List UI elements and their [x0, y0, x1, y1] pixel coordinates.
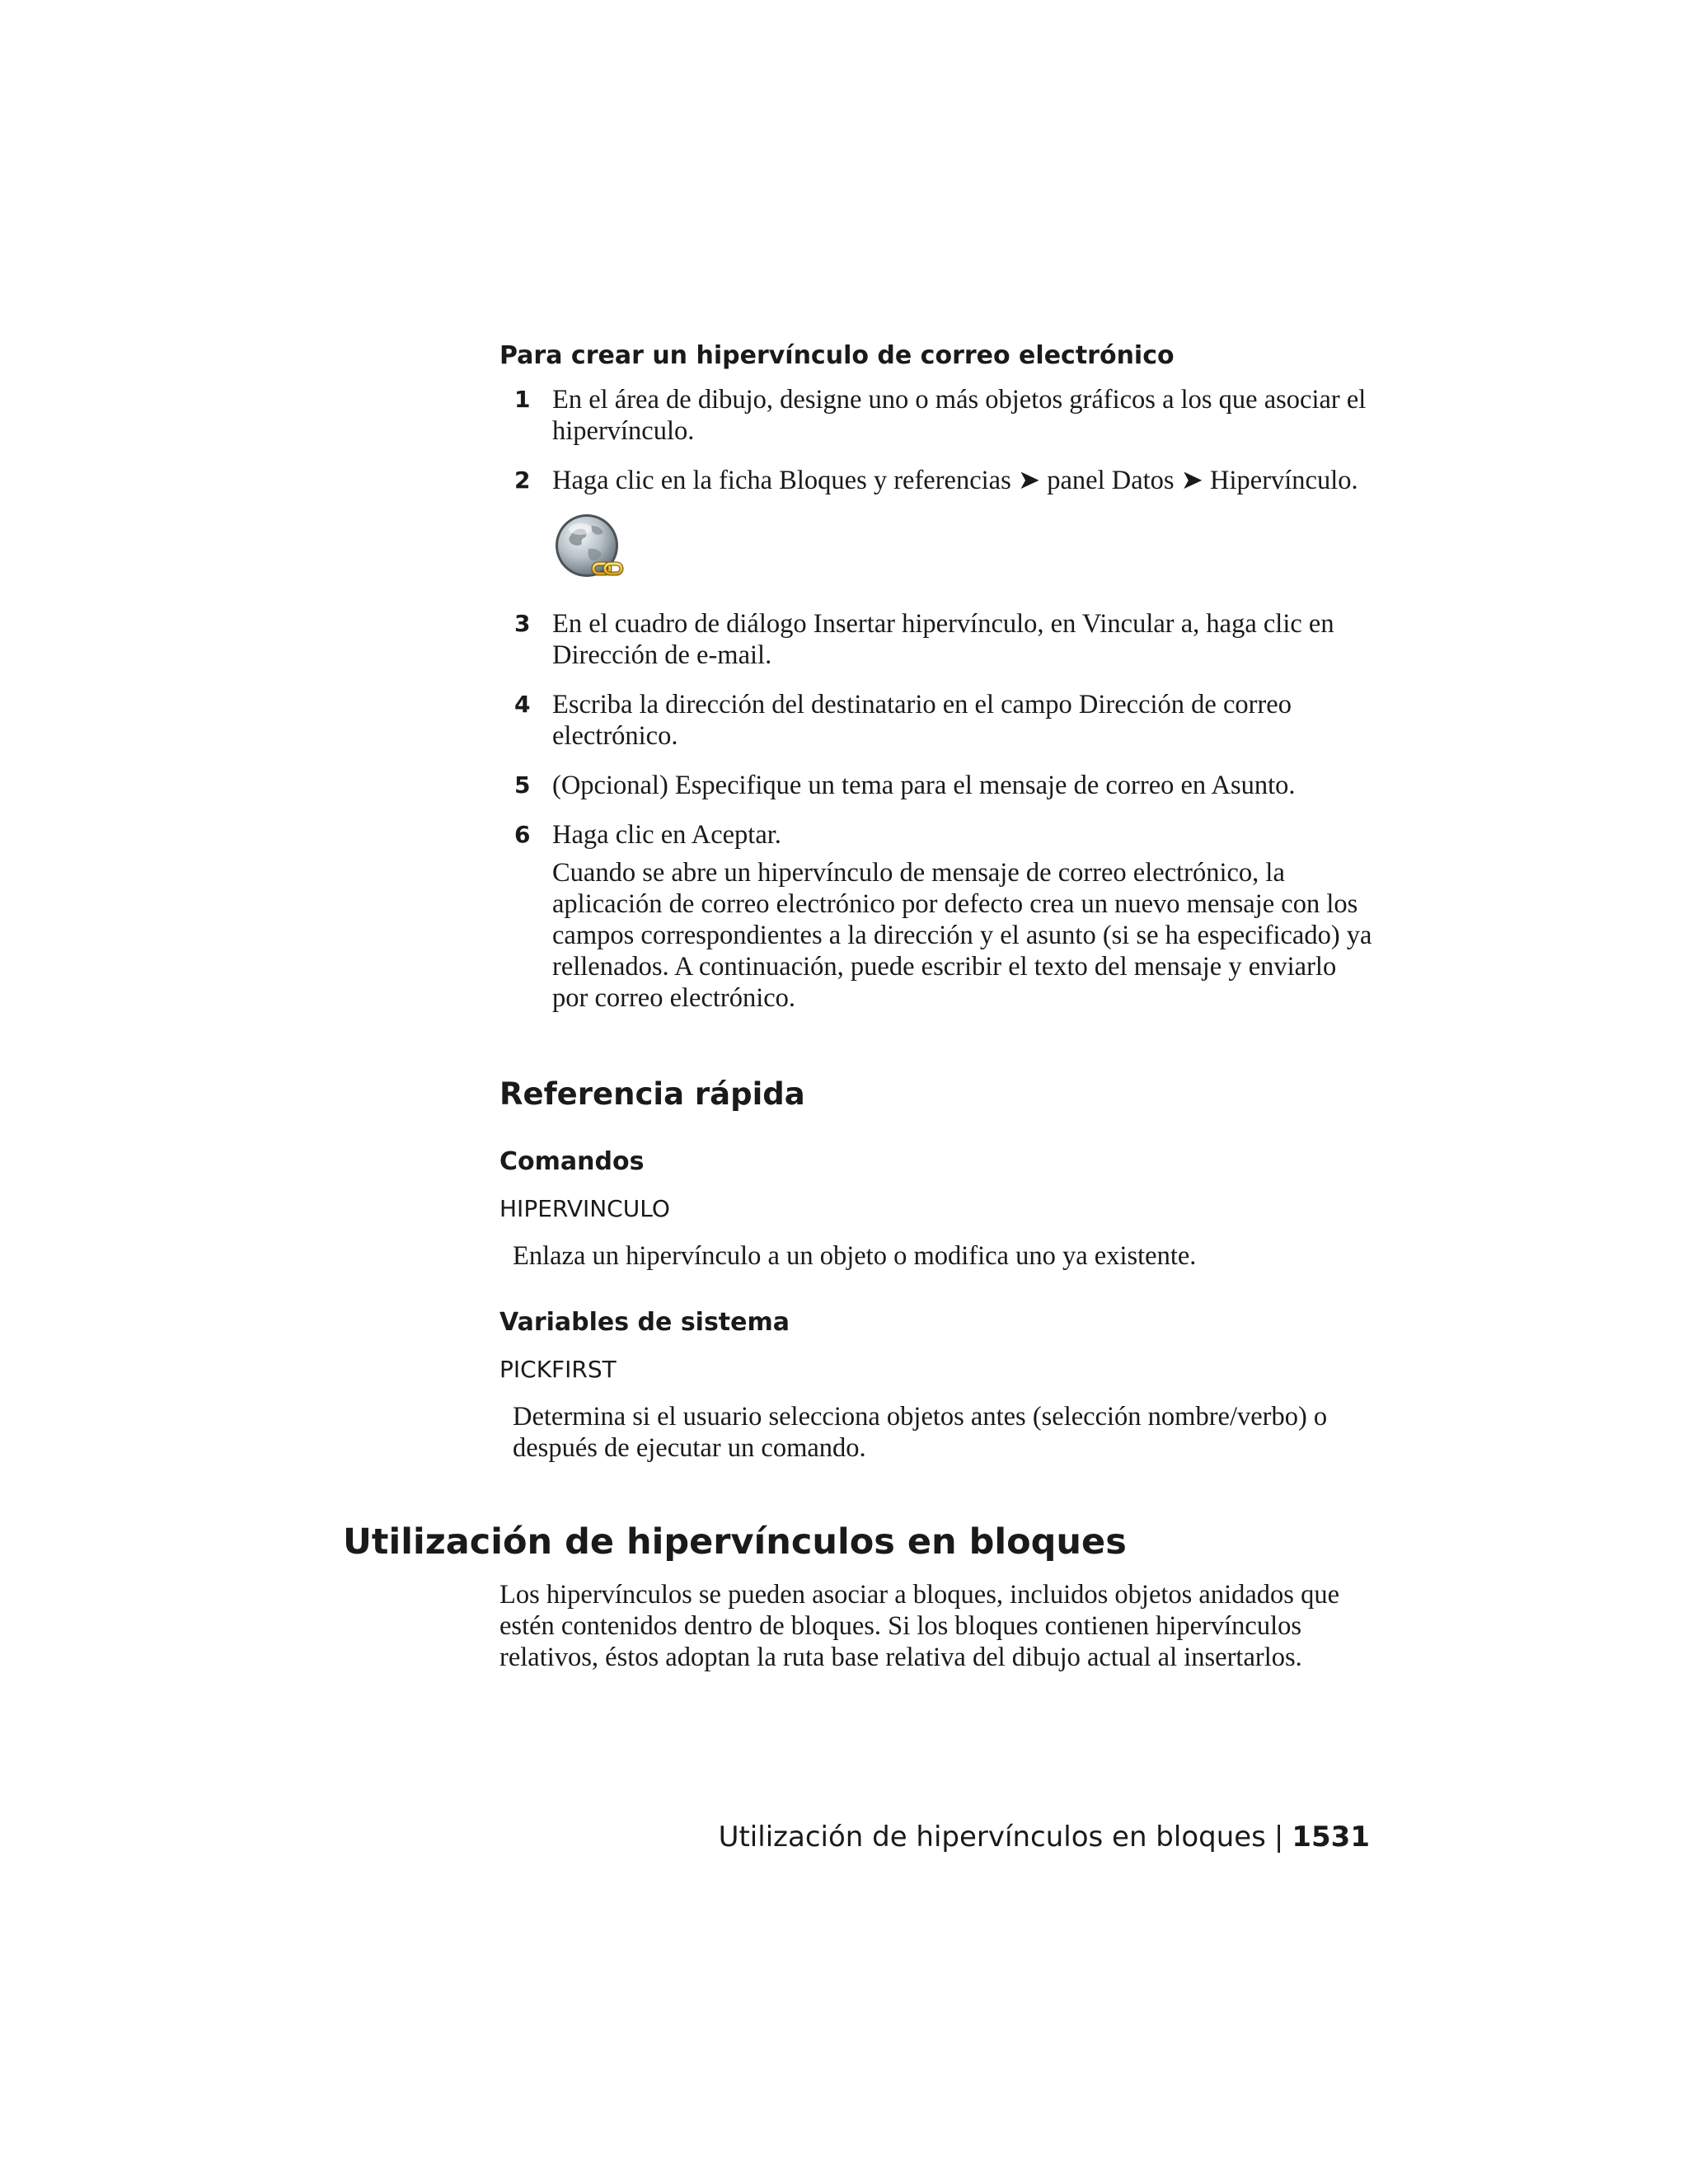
procedure-title: Para crear un hipervínculo de correo electrónico [499, 341, 1175, 370]
command-description: Enlaza un hipervínculo a un objeto o modifica uno ya existente. [513, 1241, 1197, 1271]
quick-reference-heading: Referencia rápida [499, 1076, 805, 1112]
step-number: 1 [514, 386, 531, 413]
steps-list [499, 384, 1373, 1014]
step-number: 4 [514, 691, 531, 718]
step-1 [499, 384, 1373, 447]
step-3 [499, 608, 1373, 671]
footer-separator: | [1273, 1821, 1284, 1854]
step-text: Escriba la dirección del destinatario en el campo Dirección de correo electrónico. [552, 690, 1292, 751]
step-text: Haga clic en Aceptar. [552, 820, 781, 850]
step-text: Haga clic en la ficha Bloques y referencias ➤ panel Datos ➤ Hipervínculo. [552, 466, 1358, 495]
step-number: 2 [514, 466, 531, 494]
footer-title: Utilización de hipervínculos en bloques [718, 1821, 1266, 1854]
system-variable-name: PICKFIRST [499, 1356, 617, 1383]
step-number: 5 [514, 771, 531, 799]
section-heading: Utilización de hipervínculos en bloques [343, 1521, 1127, 1563]
step-4 [499, 689, 1373, 752]
step-2 [499, 465, 1373, 585]
page-footer [719, 1818, 1370, 1856]
commands-heading: Comandos [499, 1147, 645, 1176]
step-6 [499, 819, 1373, 1014]
command-name: HIPERVINCULO [499, 1195, 670, 1222]
step-5 [499, 770, 1373, 801]
step-text: En el cuadro de diálogo Insertar hipervínculo, en Vincular a, haga clic en Dirección de e-mail. [552, 609, 1334, 670]
step-number: 3 [514, 610, 531, 637]
step-text: (Opcional) Especifique un tema para el mensaje de correo en Asunto. [552, 771, 1296, 800]
hyperlink-globe-icon [552, 511, 628, 585]
system-variable-description: Determina si el usuario selecciona objetos antes (selección nombre/verbo) o después de ejecutar un comando. [513, 1402, 1328, 1463]
step-text: En el área de dibujo, designe uno o más objetos gráficos a los que asociar el hipervínculo. [552, 385, 1367, 446]
step-note: Cuando se abre un hipervínculo de mensaje de correo electrónico, la aplicación de correo electrónico por defecto crea un nuevo mensaje con los campos correspondientes a la dirección y el asunto (si se ha especificado) ya rellenados. A continuación, puede escribir el texto del mensaje y enviarlo por correo electrónico. [552, 858, 1372, 1013]
step-number: 6 [514, 821, 531, 848]
system-variables-heading: Variables de sistema [499, 1308, 790, 1337]
section-body: Los hipervínculos se pueden asociar a bloques, incluidos objetos anidados que estén contenidos dentro de bloques. Si los bloques contienen hipervínculos relativos, éstos adoptan la ruta base relativa del dibujo actual al insertarlos. [499, 1580, 1340, 1672]
page-number: 1531 [1292, 1821, 1370, 1854]
